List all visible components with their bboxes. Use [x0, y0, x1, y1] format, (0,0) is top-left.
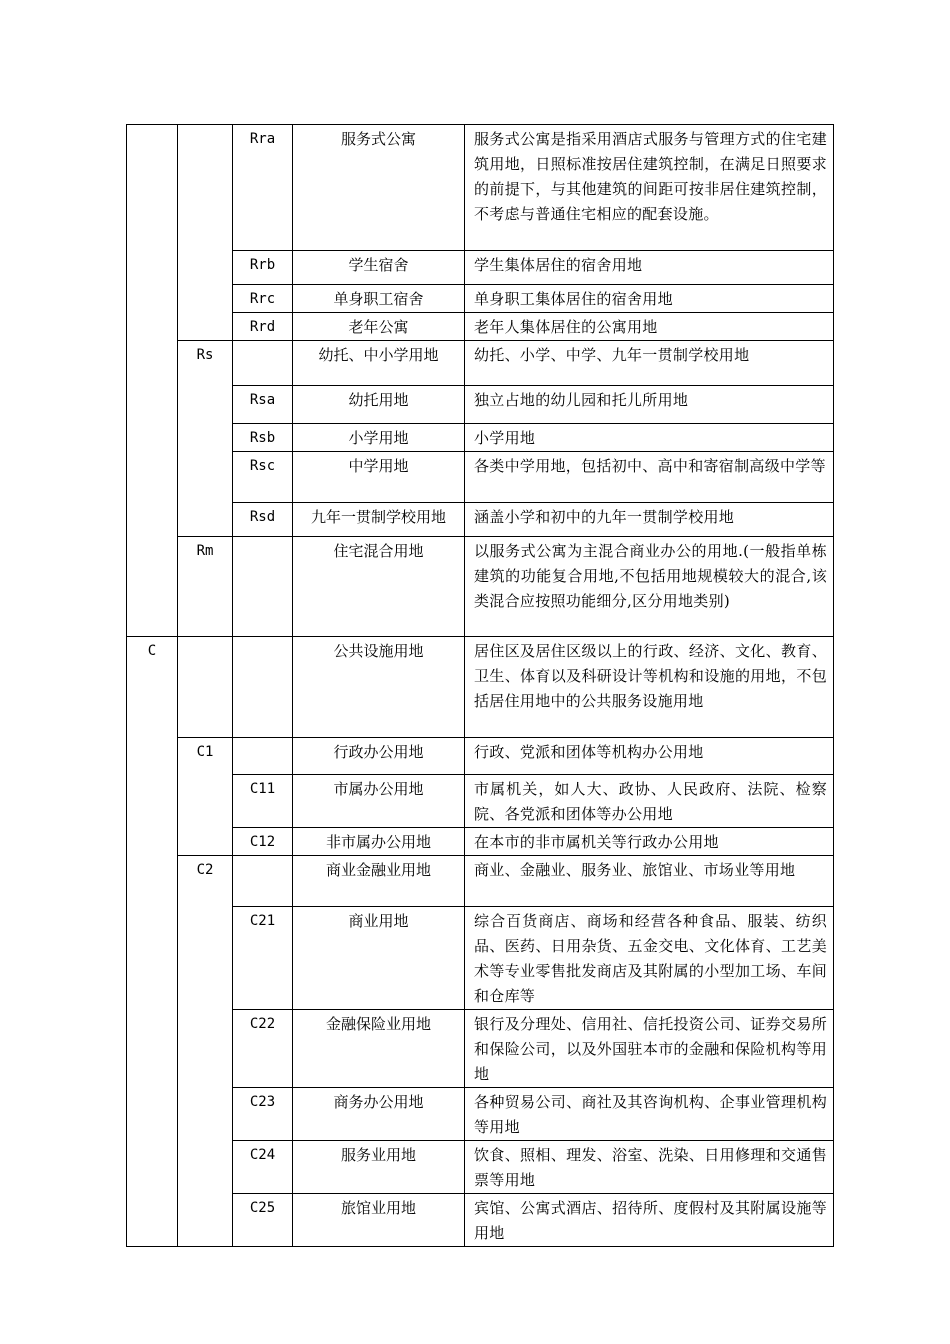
category-desc-cell: 涵盖小学和初中的九年一贯制学校用地	[465, 503, 834, 537]
medium-class-cell: C2	[178, 856, 233, 1247]
table-row	[127, 251, 834, 285]
category-desc-cell: 学生集体居住的宿舍用地	[465, 251, 834, 285]
category-desc-cell: 宾馆、公寓式酒店、招待所、度假村及其附属设施等用地	[465, 1194, 834, 1247]
category-name-cell: 商务办公用地	[293, 1088, 465, 1141]
category-desc-cell: 饮食、照相、理发、浴室、洗染、日用修理和交通售票等用地	[465, 1141, 834, 1194]
medium-class-cell: C1	[178, 738, 233, 856]
category-name-cell: 幼托用地	[293, 386, 465, 424]
minor-class-cell: Rra	[233, 125, 293, 251]
minor-class-cell: Rsc	[233, 452, 293, 503]
category-name-cell: 旅馆业用地	[293, 1194, 465, 1247]
minor-class-cell: Rrd	[233, 313, 293, 341]
minor-class-cell: C23	[233, 1088, 293, 1141]
category-name-cell: 住宅混合用地	[293, 537, 465, 637]
category-desc-cell: 商业、金融业、服务业、旅馆业、市场业等用地	[465, 856, 834, 907]
table-row	[127, 1088, 834, 1141]
minor-class-cell: Rrc	[233, 285, 293, 313]
category-desc-cell: 单身职工集体居住的宿舍用地	[465, 285, 834, 313]
category-name-cell: 市属办公用地	[293, 775, 465, 828]
minor-class-cell	[233, 738, 293, 775]
category-desc-cell: 各种贸易公司、商社及其咨询机构、企事业管理机构等用地	[465, 1088, 834, 1141]
category-name-cell: 单身职工宿舍	[293, 285, 465, 313]
category-desc-cell: 老年人集体居住的公寓用地	[465, 313, 834, 341]
category-desc-cell: 独立占地的幼儿园和托儿所用地	[465, 386, 834, 424]
major-class-cell	[127, 125, 178, 637]
category-desc-cell: 幼托、小学、中学、九年一贯制学校用地	[465, 341, 834, 386]
table-row	[127, 828, 834, 856]
category-name-cell: 公共设施用地	[293, 637, 465, 738]
category-name-cell: 服务业用地	[293, 1141, 465, 1194]
category-name-cell: 服务式公寓	[293, 125, 465, 251]
category-name-cell: 金融保险业用地	[293, 1010, 465, 1088]
category-desc-cell: 服务式公寓是指采用酒店式服务与管理方式的住宅建筑用地，日照标准按居住建筑控制，在满足日照要求的前提下，与其他建筑的间距可按非居住建筑控制，不考虑与普通住宅相应的配套设施。	[465, 125, 834, 251]
category-desc-cell: 综合百货商店、商场和经营各种食品、服装、纺织品、医药、日用杂货、五金交电、文化体育、工艺美术等专业零售批发商店及其附属的小型加工场、车间和仓库等	[465, 907, 834, 1010]
major-class-cell: C	[127, 637, 178, 1247]
minor-class-cell: C11	[233, 775, 293, 828]
minor-class-cell: Rsa	[233, 386, 293, 424]
table-row	[127, 452, 834, 503]
land-use-classification-table	[126, 124, 834, 1247]
table-row	[127, 856, 834, 907]
category-desc-cell: 以服务式公寓为主混合商业办公的用地.(一般指单栋建筑的功能复合用地,不包括用地规模较大的混合,该类混合应按照功能细分,区分用地类别)	[465, 537, 834, 637]
medium-class-cell	[178, 125, 233, 341]
minor-class-cell	[233, 637, 293, 738]
minor-class-cell	[233, 537, 293, 637]
table-row	[127, 1194, 834, 1247]
table-row	[127, 1010, 834, 1088]
category-name-cell: 学生宿舍	[293, 251, 465, 285]
category-name-cell: 九年一贯制学校用地	[293, 503, 465, 537]
category-desc-cell: 居住区及居住区级以上的行政、经济、文化、教育、卫生、体育以及科研设计等机构和设施的用地，不包括居住用地中的公共服务设施用地	[465, 637, 834, 738]
minor-class-cell: C21	[233, 907, 293, 1010]
table-row	[127, 386, 834, 424]
table-row	[127, 775, 834, 828]
category-desc-cell: 各类中学用地，包括初中、高中和寄宿制高级中学等	[465, 452, 834, 503]
minor-class-cell: Rrb	[233, 251, 293, 285]
table-row	[127, 285, 834, 313]
category-name-cell: 中学用地	[293, 452, 465, 503]
medium-class-cell: Rm	[178, 537, 233, 637]
minor-class-cell: C12	[233, 828, 293, 856]
medium-class-cell	[178, 637, 233, 738]
minor-class-cell: C24	[233, 1141, 293, 1194]
minor-class-cell: C25	[233, 1194, 293, 1247]
minor-class-cell	[233, 856, 293, 907]
table-row	[127, 1141, 834, 1194]
table-row	[127, 537, 834, 637]
minor-class-cell: Rsd	[233, 503, 293, 537]
table-row	[127, 424, 834, 452]
category-desc-cell: 行政、党派和团体等机构办公用地	[465, 738, 834, 775]
category-desc-cell: 银行及分理处、信用社、信托投资公司、证券交易所和保险公司，以及外国驻本市的金融和保险机构等用地	[465, 1010, 834, 1088]
table-row	[127, 637, 834, 738]
table-row	[127, 313, 834, 341]
table-row	[127, 907, 834, 1010]
category-name-cell: 商业金融业用地	[293, 856, 465, 907]
category-name-cell: 老年公寓	[293, 313, 465, 341]
minor-class-cell	[233, 341, 293, 386]
minor-class-cell: Rsb	[233, 424, 293, 452]
table-row	[127, 503, 834, 537]
category-name-cell: 行政办公用地	[293, 738, 465, 775]
minor-class-cell: C22	[233, 1010, 293, 1088]
category-desc-cell: 在本市的非市属机关等行政办公用地	[465, 828, 834, 856]
category-name-cell: 幼托、中小学用地	[293, 341, 465, 386]
category-desc-cell: 小学用地	[465, 424, 834, 452]
category-desc-cell: 市属机关，如人大、政协、人民政府、法院、检察院、各党派和团体等办公用地	[465, 775, 834, 828]
category-name-cell: 商业用地	[293, 907, 465, 1010]
table-row	[127, 738, 834, 775]
category-name-cell: 非市属办公用地	[293, 828, 465, 856]
table-row	[127, 125, 834, 251]
category-name-cell: 小学用地	[293, 424, 465, 452]
medium-class-cell: Rs	[178, 341, 233, 537]
table-row	[127, 341, 834, 386]
